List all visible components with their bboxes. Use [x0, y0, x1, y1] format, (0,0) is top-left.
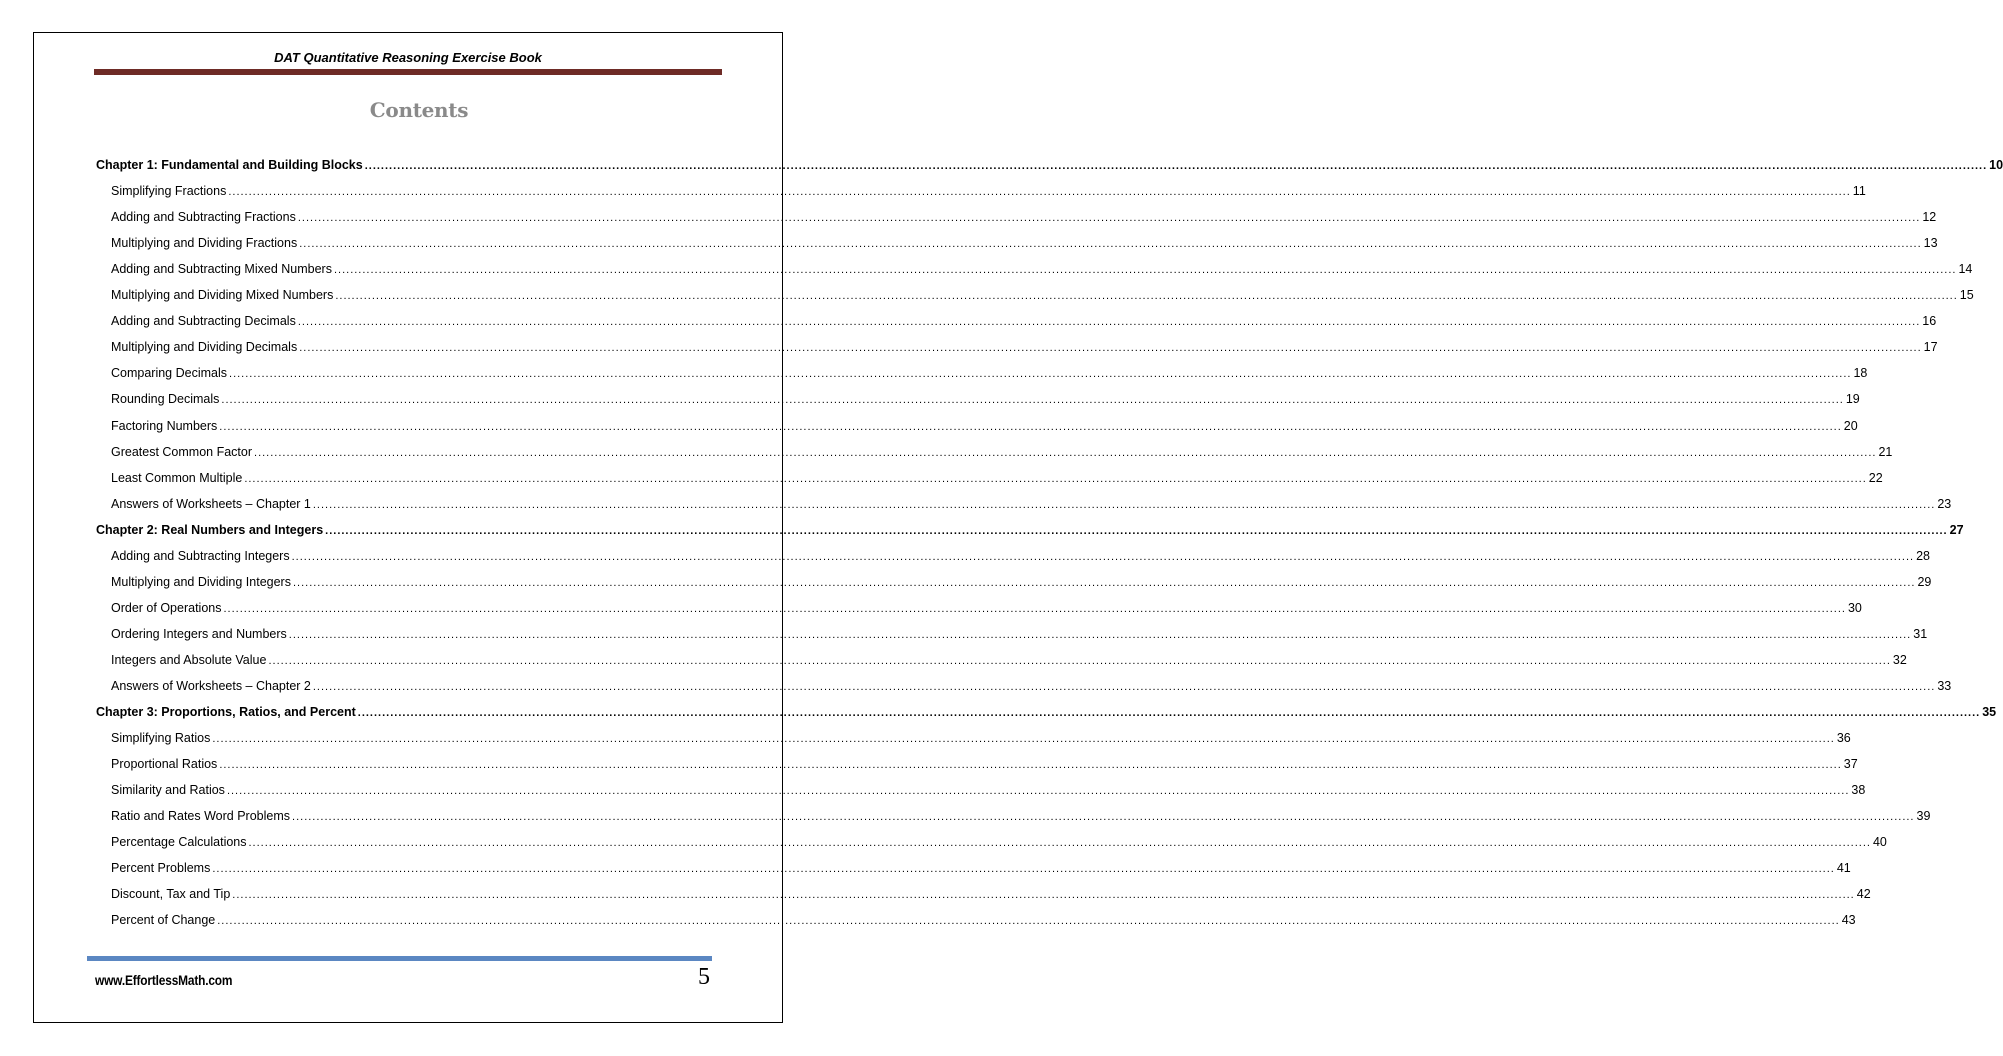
running-header: DAT Quantitative Reasoning Exercise Book: [274, 50, 542, 65]
toc-section-entry[interactable]: [111, 365, 1868, 381]
toc-entry-label: Multiplying and Dividing Mixed Numbers: [111, 288, 334, 302]
toc-entry-label: Percent of Change: [111, 913, 216, 927]
toc-dot-leader: ................................................................................................................................................................................................................................................................................................................................................................................................................: [232, 889, 1855, 901]
toc-dot-leader: ................................................................................................................................................................................................................................................................................................................................................................................................................: [248, 837, 1871, 849]
toc-section-entry[interactable]: [111, 444, 1893, 460]
toc-entry-label: Rounding Decimals: [111, 392, 220, 406]
toc-section-entry[interactable]: [111, 418, 1858, 434]
toc-entry-page: 23: [1937, 497, 1952, 511]
toc-section-entry[interactable]: [111, 313, 1937, 329]
toc-entry-page: 10: [1989, 158, 2003, 172]
toc-entry-page: 36: [1836, 731, 1851, 745]
toc-entry-label: Percentage Calculations: [111, 835, 247, 849]
toc-entry-label: Ratio and Rates Word Problems: [111, 809, 291, 823]
toc-entry-label: Percent Problems: [111, 861, 211, 875]
toc-entry-label: Chapter 3: Proportions, Ratios, and Percent: [96, 705, 356, 719]
toc-entry-label: Adding and Subtracting Mixed Numbers: [111, 262, 332, 276]
toc-entry-label: Multiplying and Dividing Decimals: [111, 340, 298, 354]
toc-chapter-entry[interactable]: [96, 704, 1997, 720]
toc-entry-label: Simplifying Fractions: [111, 184, 227, 198]
toc-section-entry[interactable]: [111, 574, 1932, 590]
toc-dot-leader: ................................................................................................................................................................................................................................................................................................................................................................................................................: [297, 316, 1921, 328]
toc-entry-label: Multiplying and Dividing Fractions: [111, 236, 298, 250]
toc-dot-leader: ................................................................................................................................................................................................................................................................................................................................................................................................................: [226, 785, 1850, 797]
toc-entry-label: Comparing Decimals: [111, 366, 228, 380]
toc-entry-label: Adding and Subtracting Fractions: [111, 210, 296, 224]
toc-entry-label: Integers and Absolute Value: [111, 653, 267, 667]
toc-dot-leader: ................................................................................................................................................................................................................................................................................................................................................................................................................: [291, 551, 1915, 563]
toc-section-entry[interactable]: [111, 730, 1851, 746]
toc-entry-page: 11: [1852, 184, 1866, 198]
toc-section-entry[interactable]: [111, 339, 1938, 355]
toc-entry-page: 42: [1856, 887, 1871, 901]
toc-section-entry[interactable]: [111, 183, 1866, 199]
toc-entry-page: 13: [1923, 236, 1938, 250]
toc-section-entry[interactable]: [111, 912, 1856, 928]
toc-dot-leader: ................................................................................................................................................................................................................................................................................................................................................................................................................: [297, 212, 1921, 224]
toc-entry-label: Factoring Numbers: [111, 419, 218, 433]
toc-entry-page: 28: [1916, 549, 1930, 563]
toc-entry-label: Greatest Common Factor: [111, 445, 253, 459]
toc-dot-leader: ................................................................................................................................................................................................................................................................................................................................................................................................................: [229, 368, 1852, 380]
toc-dot-leader: ................................................................................................................................................................................................................................................................................................................................................................................................................: [217, 915, 1840, 927]
toc-entry-label: Answers of Worksheets – Chapter 1: [111, 497, 311, 511]
toc-entry-label: Discount, Tax and Tip: [111, 887, 231, 901]
page-number: 5: [698, 964, 710, 990]
toc-entry-label: Chapter 1: Fundamental and Building Blocks: [96, 158, 363, 172]
footer-url[interactable]: www.EffortlessMath.com: [95, 972, 233, 988]
toc-entry-page: 20: [1843, 419, 1858, 433]
toc-chapter-entry[interactable]: [96, 522, 1964, 538]
toc-dot-leader: ................................................................................................................................................................................................................................................................................................................................................................................................................: [335, 290, 1958, 302]
footer-rule: [87, 956, 712, 961]
toc-dot-leader: ................................................................................................................................................................................................................................................................................................................................................................................................................: [292, 811, 1915, 823]
toc-entry-page: 40: [1872, 835, 1887, 849]
toc-entry-label: Least Common Multiple: [111, 471, 243, 485]
toc-entry-label: Adding and Subtracting Decimals: [111, 314, 296, 328]
toc-entry-label: Order of Operations: [111, 601, 222, 615]
toc-dot-leader: ................................................................................................................................................................................................................................................................................................................................................................................................................: [212, 863, 1835, 875]
toc-dot-leader: ................................................................................................................................................................................................................................................................................................................................................................................................................: [312, 499, 1936, 511]
toc-section-entry[interactable]: [111, 470, 1883, 486]
toc-section-entry[interactable]: [111, 652, 1907, 668]
toc-entry-label: Ordering Integers and Numbers: [111, 627, 287, 641]
toc-entry-label: Chapter 2: Real Numbers and Integers: [96, 523, 324, 537]
toc-entry-page: 35: [1982, 705, 1997, 719]
toc-chapter-entry[interactable]: [96, 157, 2003, 173]
toc-entry-page: 38: [1851, 783, 1866, 797]
toc-dot-leader: ................................................................................................................................................................................................................................................................................................................................................................................................................: [254, 447, 1877, 459]
toc-dot-leader: ................................................................................................................................................................................................................................................................................................................................................................................................................: [357, 707, 1981, 719]
toc-section-entry[interactable]: [111, 496, 1952, 512]
toc-entry-page: 33: [1937, 679, 1952, 693]
toc-entry-page: 22: [1868, 471, 1883, 485]
toc-entry-page: 21: [1878, 445, 1893, 459]
toc-dot-leader: ................................................................................................................................................................................................................................................................................................................................................................................................................: [364, 160, 1988, 172]
toc-entry-label: Similarity and Ratios: [111, 783, 225, 797]
toc-dot-leader: ................................................................................................................................................................................................................................................................................................................................................................................................................: [312, 681, 1936, 693]
toc-section-entry[interactable]: [111, 391, 1860, 407]
toc-dot-leader: ................................................................................................................................................................................................................................................................................................................................................................................................................: [219, 421, 1842, 433]
toc-dot-leader: ................................................................................................................................................................................................................................................................................................................................................................................................................: [288, 629, 1912, 641]
toc-entry-page: 12: [1922, 210, 1937, 224]
toc-section-entry[interactable]: [111, 548, 1930, 564]
toc-entry-label: Simplifying Ratios: [111, 731, 211, 745]
toc-entry-page: 14: [1958, 262, 1973, 276]
toc-section-entry[interactable]: [111, 834, 1887, 850]
toc-dot-leader: ................................................................................................................................................................................................................................................................................................................................................................................................................: [333, 264, 1957, 276]
toc-section-entry[interactable]: [111, 860, 1851, 876]
toc-section-entry[interactable]: [111, 678, 1952, 694]
toc-section-entry[interactable]: [111, 808, 1931, 824]
toc-section-entry[interactable]: [111, 235, 1938, 251]
toc-dot-leader: ................................................................................................................................................................................................................................................................................................................................................................................................................: [292, 577, 1916, 589]
toc-entry-label: Adding and Subtracting Integers: [111, 549, 290, 563]
toc-entry-page: 43: [1841, 913, 1856, 927]
toc-entry-page: 15: [1959, 288, 1974, 302]
toc-dot-leader: ................................................................................................................................................................................................................................................................................................................................................................................................................: [221, 394, 1844, 406]
toc-section-entry[interactable]: [111, 600, 1862, 616]
toc-entry-page: 17: [1923, 340, 1938, 354]
toc-entry-page: 41: [1836, 861, 1851, 875]
toc-entry-page: 27: [1949, 523, 1964, 537]
toc-dot-leader: ................................................................................................................................................................................................................................................................................................................................................................................................................: [228, 186, 1851, 198]
toc-entry-label: Answers of Worksheets – Chapter 2: [111, 679, 311, 693]
toc-entry-page: 19: [1845, 392, 1860, 406]
toc-entry-label: Proportional Ratios: [111, 757, 218, 771]
toc-entry-page: 31: [1913, 627, 1928, 641]
toc-section-entry[interactable]: [111, 209, 1937, 225]
toc-entry-page: 29: [1917, 575, 1932, 589]
toc-dot-leader: ................................................................................................................................................................................................................................................................................................................................................................................................................: [299, 342, 1922, 354]
toc-dot-leader: ................................................................................................................................................................................................................................................................................................................................................................................................................: [219, 759, 1842, 771]
toc-dot-leader: ................................................................................................................................................................................................................................................................................................................................................................................................................: [268, 655, 1891, 667]
toc-section-entry[interactable]: [111, 287, 1974, 303]
toc-dot-leader: ................................................................................................................................................................................................................................................................................................................................................................................................................: [325, 525, 1948, 537]
header-rule: [94, 69, 722, 75]
toc-dot-leader: ................................................................................................................................................................................................................................................................................................................................................................................................................: [212, 733, 1835, 745]
toc-entry-page: 18: [1853, 366, 1868, 380]
toc-dot-leader: ................................................................................................................................................................................................................................................................................................................................................................................................................: [223, 603, 1846, 615]
toc-section-entry[interactable]: [111, 756, 1858, 772]
toc-section-entry[interactable]: [111, 626, 1928, 642]
toc-dot-leader: ................................................................................................................................................................................................................................................................................................................................................................................................................: [244, 473, 1867, 485]
toc-entry-page: 39: [1916, 809, 1931, 823]
toc-section-entry[interactable]: [111, 782, 1866, 798]
contents-title: Contents: [369, 98, 469, 122]
toc-section-entry[interactable]: [111, 261, 1973, 277]
toc-entry-page: 16: [1922, 314, 1937, 328]
toc-entry-label: Multiplying and Dividing Integers: [111, 575, 291, 589]
toc-entry-page: 32: [1892, 653, 1907, 667]
toc-dot-leader: ................................................................................................................................................................................................................................................................................................................................................................................................................: [299, 238, 1922, 250]
toc-entry-page: 37: [1843, 757, 1858, 771]
toc-entry-page: 30: [1847, 601, 1862, 615]
toc-section-entry[interactable]: [111, 886, 1871, 902]
